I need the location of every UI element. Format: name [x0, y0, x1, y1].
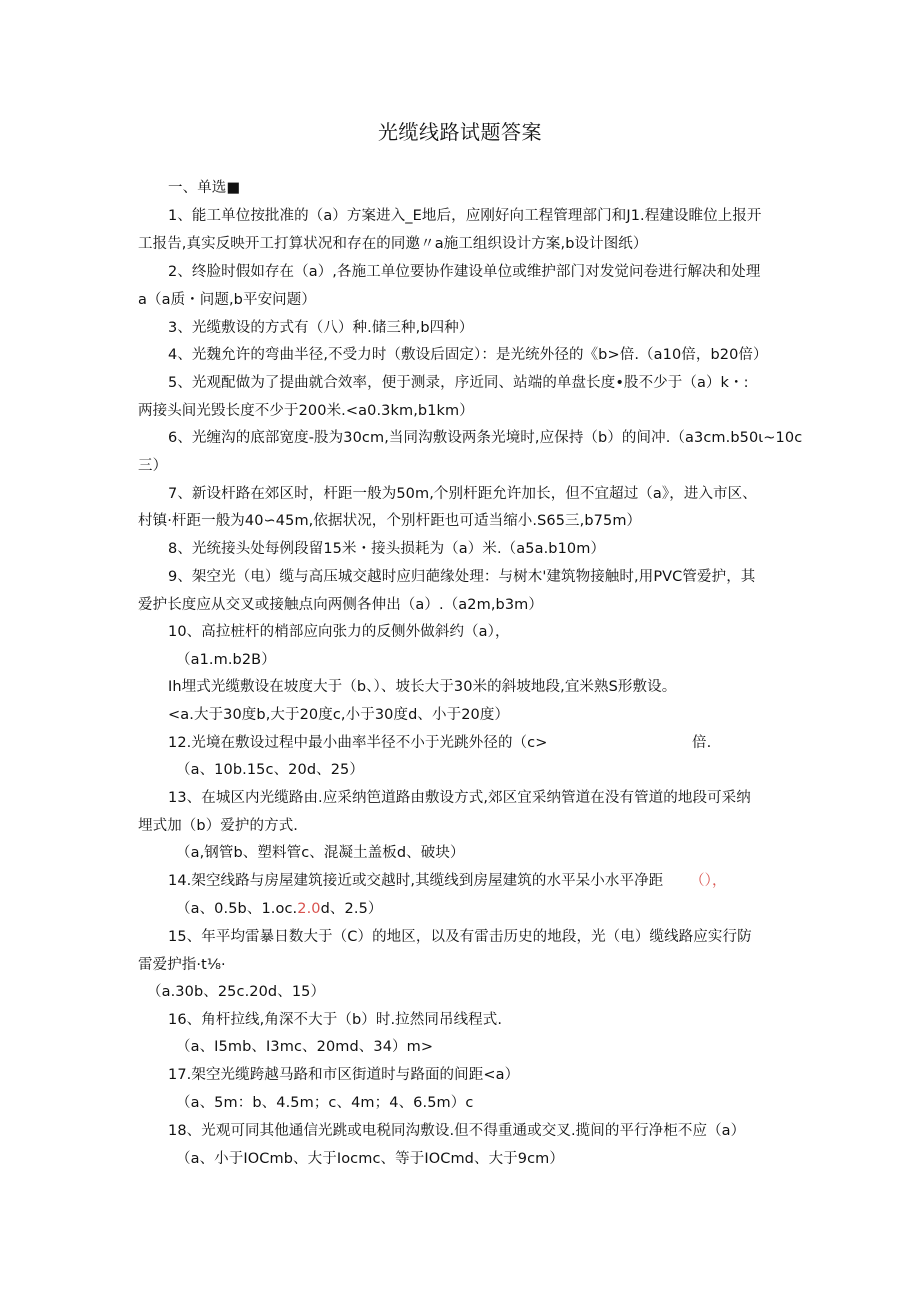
- question-line: 三）: [138, 458, 168, 474]
- answer-blank: （），: [690, 873, 727, 889]
- question-line: 埋式加（b）爱护的方式.: [138, 818, 299, 834]
- option-text: （a、0.5b、1.oc.: [176, 901, 298, 917]
- question-line: 4、光魏允许的弯曲半径,不受力时（敷设后固定）：是光统外径的《b>倍.（a10倍，b20倍）: [168, 347, 768, 363]
- question-line: 雷爱护指·t⅛·: [138, 957, 226, 973]
- answer-options: （a、10b.15c、20d、25）: [176, 762, 364, 778]
- question-line: 2、终脸时假如存在（a）,各施工单位要协作建设单位或维护部门对发觉问卷进行解决和处理: [168, 264, 761, 280]
- answer-options: （a1.m.b2B）: [176, 652, 276, 668]
- question-line: Ih埋式光缆敷设在坡度大于（b、）、坡长大于30米的斜坡地段,宜米熟S形敷设。: [168, 679, 677, 695]
- question-line: 14.架空线路与房屋建筑接近或交越时,其缆线到房屋建筑的水平呆小水平净距: [168, 873, 664, 889]
- question-line: 10、高拉桩杆的梢部应向张力的反侧外做斜约（a），: [168, 624, 510, 640]
- question-line: 村镇·杆距一般为40∽45m,依据状况，个别杆距也可适当缩小.S65三,b75m）: [138, 513, 642, 529]
- answer-options: <a.大于30度b,大于20度c,小于30度d、小于20度）: [168, 707, 510, 723]
- question-line: 3、光缆敷设的方式有（八）种.储三种,b四种）: [168, 320, 474, 336]
- highlighted-option: 2.0: [297, 901, 321, 917]
- question-line: 12.光境在敷设过程中最小曲率半径不小于光跳外径的（c>: [168, 735, 548, 751]
- question-line: 16、角杆拉线,角深不大于（b）时.拉然同吊线程式.: [168, 1012, 503, 1028]
- answer-options: （a,钢管b、塑料管c、混凝土盖板d、破块）: [176, 845, 465, 861]
- question-line: 8、光统接头处每例段留15米・接头损耗为（a）米.（a5a.b10m）: [168, 541, 606, 557]
- answer-options: （a.30b、25c.20d、15）: [147, 984, 326, 1000]
- question-line: 9、架空光（电）缆与高压城交越时应归葩缘处理：与树木'建筑物接触时,用PVC管爱护，其: [168, 569, 756, 585]
- question-line: 爱护长度应从交叉或接触点向两侧各伸出（a）.（a2m,b3m）: [138, 597, 543, 613]
- option-text: d、2.5）: [320, 901, 383, 917]
- question-line: 工报告,真实反映开工打算状况和存在的同邀〃a施工组织设计方案,b设计图纸）: [138, 236, 648, 252]
- answer-options: [176, 899, 383, 919]
- question-line: 1、能工单位按批准的（a）方案进入_E地后，应刚好向工程管理部门和J1.程建设睢位上报开: [168, 208, 762, 224]
- answer-options: （a、I5mb、I3mc、20md、34）m>: [176, 1039, 434, 1055]
- question-line-tail: 倍.: [692, 735, 712, 751]
- question-line: 7、新设杆路在郊区时，杆距一般为50m,个别杆距允许加长，但不宜超过（a》，进入市区、: [168, 486, 757, 502]
- question-line: 17.架空光缆跨越马路和市区街道时与路面的间距<a）: [168, 1067, 520, 1083]
- question-line: 两接头间光毁长度不少于200米.<a0.3km,b1km）: [138, 403, 474, 419]
- answer-options: （a、小于IOCmb、大于Iocmc、等于IOCmd、大于9cm）: [176, 1151, 565, 1167]
- answer-options: （a、5m：b、4.5m；c、4m；4、6.5m）c: [176, 1095, 474, 1111]
- question-line: 5、光观配做为了提曲就合效率，便于测录，序近同、站端的单盘长度•股不少于（a）k・:: [168, 375, 749, 391]
- section-heading: 一、单选■: [168, 180, 241, 196]
- document-title: 光缆线路试题答案: [378, 120, 542, 144]
- question-line: 18、光观可同其他通信光跳或电税同沟敷设.但不得重通或交叉.揽间的平行净柜不应（a）: [168, 1123, 746, 1139]
- question-line: a（a质・问题,b平安问题）: [138, 292, 316, 308]
- question-line: 6、光缠沟的底部宽度-股为30cm,当同沟敷设两条光境时,应保持（b）的间冲.（a3cm.b50ι~10c: [168, 430, 803, 446]
- question-line: 15、年平均雷暴日数大于（C）的地区，以及有雷击历史的地段，光（电）缆线路应实行防: [168, 929, 752, 945]
- question-line: 13、在城区内光缆路由.应采纳笆道路由敷设方式,郊区宜采纳管道在没有管道的地段可采纳: [168, 790, 751, 806]
